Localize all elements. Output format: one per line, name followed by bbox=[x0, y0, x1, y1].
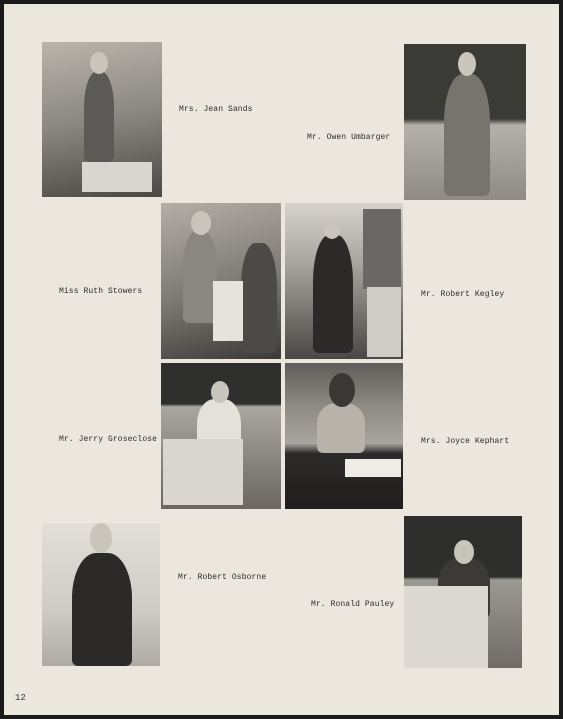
photo-owen-umbarger bbox=[404, 44, 526, 200]
caption-robert-kegley: Mr. Robert Kegley bbox=[421, 290, 505, 299]
caption-jerry-groseclose: Mr. Jerry Groseclose bbox=[59, 435, 158, 444]
caption-owen-umbarger: Mr. Owen Umbarger bbox=[307, 133, 391, 142]
photo-robert-kegley bbox=[285, 203, 403, 359]
page-number: 12 bbox=[15, 693, 26, 703]
yearbook-page bbox=[4, 4, 559, 715]
photo-joyce-kephart bbox=[285, 363, 403, 509]
caption-joyce-kephart: Mrs. Joyce Kephart bbox=[421, 437, 510, 446]
photo-robert-osborne bbox=[42, 523, 160, 666]
caption-ronald-pauley: Mr. Ronald Pauley bbox=[311, 600, 395, 609]
caption-ruth-stowers: Miss Ruth Stowers bbox=[59, 287, 143, 296]
photo-ruth-stowers bbox=[161, 203, 281, 359]
photo-jerry-groseclose bbox=[161, 363, 281, 509]
caption-robert-osborne: Mr. Robert Osborne bbox=[178, 573, 267, 582]
photo-jean-sands bbox=[42, 42, 162, 197]
photo-ronald-pauley bbox=[404, 516, 522, 668]
caption-jean-sands: Mrs. Jean Sands bbox=[179, 105, 253, 114]
